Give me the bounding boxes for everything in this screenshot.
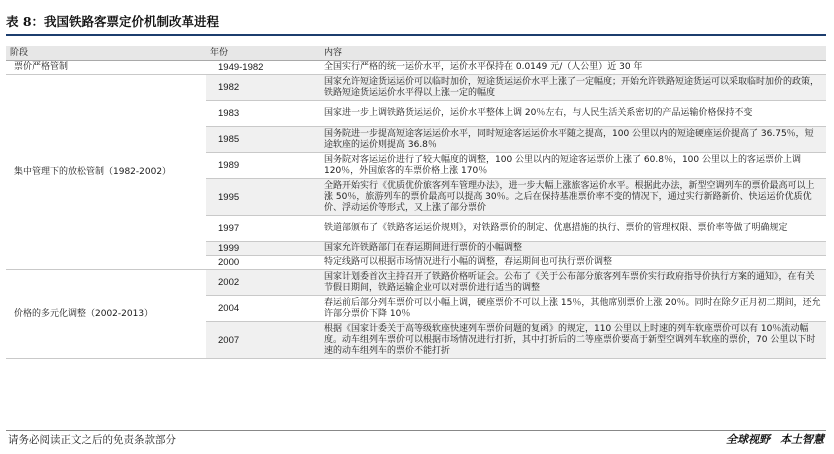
content-cell: 国家允许铁路部门在春运期间进行票价的小幅调整 — [320, 242, 826, 256]
year-cell: 2000 — [206, 256, 320, 270]
table-header-row — [6, 46, 826, 61]
content-cell: 全路开始实行《优质优价旅客列车管理办法》，进一步大幅上涨旅客运价水平。根据此办法，新型空调列车的票价最高可以上涨 50％，旅游列车的票价最高可以提高 30％。之后在保持基准票价率不变的情况下，通过实行新路新价、快运运价优质优价、浮动运价等形式，又上涨了部分票价 — [320, 179, 826, 216]
year-cell: 2004 — [206, 296, 320, 322]
year-cell: 1995 — [206, 179, 320, 216]
year-cell: 1997 — [206, 216, 320, 242]
table-title: 表 8：我国铁路客票定价机制改革进程 — [6, 14, 220, 29]
brand-slogan-part-2: 本土智慧 — [780, 433, 824, 446]
stage-cell: 价格的多元化调整（2002-2013） — [6, 270, 206, 359]
table-row — [6, 61, 826, 75]
reform-table — [6, 46, 826, 359]
content-cell: 国务院对客运运价进行了较大幅度的调整，100 公里以内的短途客运票价上涨了 60.8％，100 公里以上的客运票价上调 120％，外国旅客的车票价格上涨 170％ — [320, 153, 826, 179]
header-content: 内容 — [320, 46, 826, 61]
year-cell: 2007 — [206, 322, 320, 359]
brand-slogan — [726, 431, 824, 447]
year-cell: 2002 — [206, 270, 320, 296]
table-row — [6, 270, 826, 296]
year-cell: 1949-1982 — [206, 61, 320, 75]
content-cell: 国家计划委首次主持召开了铁路价格听证会。公布了《关于公布部分旅客列车票价实行政府指导价执行方案的通知》，在有关节假日期间，铁路运输企业可以对票价进行适当的调整 — [320, 270, 826, 296]
year-cell: 1985 — [206, 127, 320, 153]
year-cell: 1999 — [206, 242, 320, 256]
content-cell: 国家允许短途货运运价可以临时加价，短途货运运价水平上涨了一定幅度；开始允许铁路短途货运可以采取临时加价的政策，铁路短途货运运价水平得以上涨一定的幅度 — [320, 75, 826, 101]
header-year: 年份 — [206, 46, 320, 61]
content-cell: 国务院进一步提高短途客运运价水平，同时短途客运运价水平随之提高，100 公里以内的短途硬座运价提高了 36.75％，短途软座的运价则提高 36.8％ — [320, 127, 826, 153]
content-cell: 铁道部颁布了《铁路客运运价规则》，对铁路票价的制定、优惠措施的执行、票价的管理权限、票价率等做了明确规定 — [320, 216, 826, 242]
content-cell: 根据《国家计委关于高等级软座快速列车票价问题的复函》的规定，110 公里以上时速的列车软座票价可以有 10％流动幅度。动车组列车票价可以根据市场情况进行打折，其中打折后的二等座票价要高于新型空调列车软座的票价，70 公里以下时速的动车组列车的票价不能打折 — [320, 322, 826, 359]
disclaimer-text: 请务必阅读正文之后的免责条款部分 — [8, 434, 176, 446]
stage-cell: 集中管理下的放松管制（1982-2002） — [6, 75, 206, 270]
content-cell: 特定线路可以根据市场情况进行小幅的调整，春运期间也可执行票价调整 — [320, 256, 826, 270]
year-cell: 1989 — [206, 153, 320, 179]
table-row — [6, 75, 826, 101]
brand-slogan-part-1: 全球视野 — [726, 433, 770, 446]
year-cell: 1983 — [206, 101, 320, 127]
table-bottom-rule — [6, 430, 826, 431]
stage-cell: 票价严格管制 — [6, 61, 206, 75]
content-cell: 春运前后部分列车票价可以小幅上调，硬座票价不可以上涨 15％，其他席别票价上涨 20％。同时在除夕正月初二期间，还允许部分票价下降 10％ — [320, 296, 826, 322]
content-cell: 全国实行严格的统一运价水平，运价水平保持在 0.0149 元/（人公里）近 30 年 — [320, 61, 826, 75]
header-stage: 阶段 — [6, 46, 206, 61]
title-divider — [6, 34, 826, 36]
year-cell: 1982 — [206, 75, 320, 101]
content-cell: 国家进一步上调铁路货运运价，运价水平整体上调 20％左右，与人民生活关系密切的产品运输价格保持不变 — [320, 101, 826, 127]
